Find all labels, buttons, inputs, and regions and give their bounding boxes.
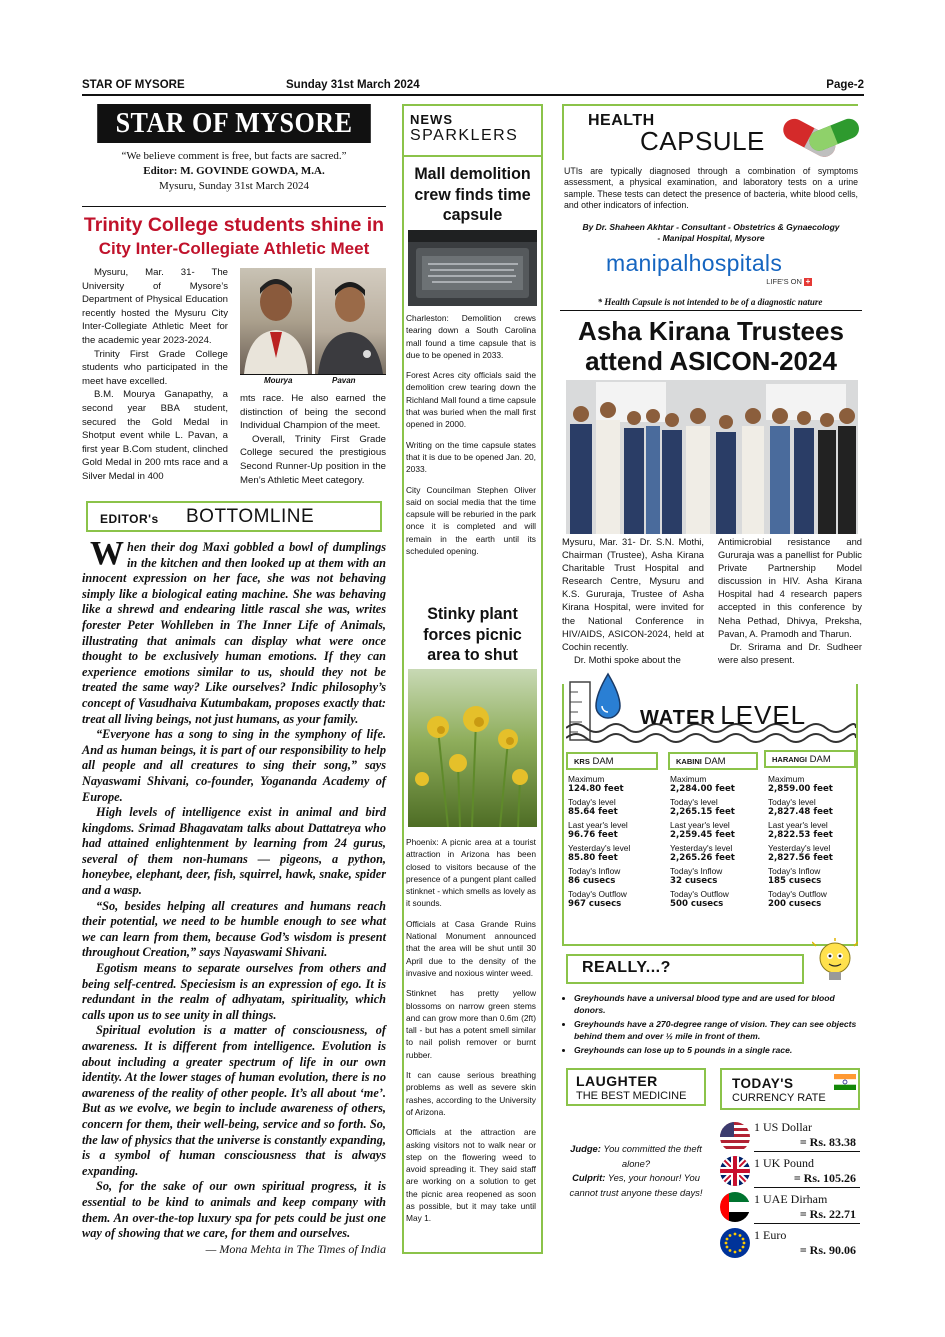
dam-row-value: 2,284.00 feet: [670, 784, 735, 794]
dam-row-value: 185 cusecs: [768, 876, 822, 886]
laughter-title: LAUGHTER THE BEST MEDICINE: [576, 1073, 687, 1102]
news-para: Phoenix: A picnic area at a tourist attraction in Arizona has been closed to visitors because of the presence of a pungent plant called stinknet - which smells as lovely as it sounds.: [406, 837, 536, 909]
asha-para: Dr. Mothi spoke about the: [574, 653, 681, 665]
editorial-para: “Everyone has a song to sing in the symphony of life. And as human beings, it is part of our responsibility to help all people and all creatures to sing their song,” says Nayaswami Shivani, co-founder, Yogananda Academy of Europe.: [82, 727, 386, 804]
really-item: • Greyhounds can lose up to 5 pounds in a single race.: [574, 1044, 862, 1056]
dam-row-value: 2,859.00 feet: [768, 784, 833, 794]
trinity-headline: Trinity College students shine in City Inter-Collegiate Athletic Meet: [83, 214, 385, 258]
currency-row-gbp: [718, 1154, 862, 1188]
news-label: NEWS SPARKLERS: [410, 112, 519, 144]
news-headline-2: Stinky plant forces picnic area to shut: [423, 604, 522, 664]
caption-mourya: Mourya: [264, 376, 293, 385]
currency-unit: 1 UK Pound: [754, 1156, 815, 1170]
dam-row-label: Today's Inflow: [670, 866, 723, 876]
uk-flag-icon: [720, 1156, 750, 1186]
dam-row-label: Today's Inflow: [768, 866, 821, 876]
dam-row-label: Today's level: [670, 797, 718, 807]
dam-row-value: 2,265.26 feet: [670, 853, 735, 863]
page-header: [82, 79, 864, 95]
dam-row-value: 2,822.53 feet: [768, 830, 833, 840]
really-title: REALLY...?: [582, 959, 671, 976]
currency-row-eur: [718, 1226, 862, 1260]
editorial-para: Egotism means to separate ourselves from others and being self-centred. Speciesism is an expression of ego. It is redundant in the realm of adhyatam, spirituality, which calls upon us to see unity in all things.: [82, 961, 386, 1022]
editorial-para: Spiritual evolution is a matter of consciousness, of awareness. It is different from intelligence. Evolution is about including a greater spectrum of life in our own identity. At the lower stages of human evolution, there is no awareness of the reality of other people. It’s all about ‘me’. But as we evolve, we begin to include awareness of others, concern for them, their well-being, service and so forth. So, the law of physics that the universe is constantly expanding, is a symbol of human consciousness that is always expanding.: [82, 1023, 386, 1178]
usa-flag-icon: [720, 1122, 750, 1152]
editorial-para: So, for the sake of our own spiritual progress, it is essential to be kind to animals and keep company with them. An over-the-top luxury spa for pets could be just one way of showing that we care, for them and ourselves.: [82, 1179, 386, 1241]
dam-row-value: 2,265.15 feet: [670, 807, 735, 817]
dam-row-value: 124.80 feet: [568, 784, 624, 794]
news-headline-1: Mall demolition crew finds time capsule: [414, 164, 531, 224]
news-para: Stinknet has pretty yellow blossoms on narrow green stems and can grow more than 0.6m (2ft) tall - but has a potent smell similar to nail polish remover or burnt rubber.: [406, 988, 536, 1060]
dam-row-label: Today's Inflow: [568, 866, 621, 876]
dam-row-label: Yesterday's level: [768, 843, 831, 853]
dam-column-kabini: [670, 774, 762, 912]
dam-row-label: Last year's level: [568, 820, 628, 830]
asha-headline: Asha Kirana Trustees attend ASICON-2024: [578, 316, 844, 376]
bulb-icon: [812, 938, 858, 988]
dam-row-label: Maximum: [670, 774, 707, 784]
really-item: • Greyhounds have a universal blood type and are used for blood donors.: [574, 992, 862, 1016]
currency-unit: 1 Euro: [754, 1228, 787, 1242]
editorial-title-a: EDITOR's: [100, 512, 159, 526]
trinity-para: B.M. Mourya Ganapathy, a second year BBA student, secured the Gold Medal in Shotput event while L. Pavan, a first year B.Com student, clinched Gold Medal in 200 mts race and a Silver Medal in 400: [82, 389, 228, 482]
dam-row-value: 2,827.56 feet: [768, 853, 833, 863]
masthead-logo: STAR OF MYSORE: [97, 104, 371, 143]
editorial-para: “So, besides helping all creatures and humans reach their potential, we need to be humble enough to see what we can learn from them, because God’s wisdom is present throughout Creation,” says Nayaswami Shivani.: [82, 898, 386, 960]
currency-row-usd: [718, 1118, 862, 1152]
judge-line: You committed the theft alone?: [603, 1143, 702, 1169]
dam-row-value: 86 cusecs: [568, 876, 616, 886]
health-note: * Health Capsule is not intended to be of a diagnostic nature: [597, 297, 823, 307]
photo-mourya: [240, 268, 312, 374]
judge-label: Judge:: [570, 1143, 601, 1154]
water-title: WATER LEVEL: [640, 700, 807, 730]
manipal-logo: manipalhospitals LIFE'S ON +: [606, 250, 811, 286]
asha-col2: [718, 535, 862, 666]
health-text: UTIs are typically diagnosed through a combination of symptoms assessment, a physical examination, and laboratory tests on a urine sample. These tests can detect the presence of bacteria, white blood cells, and other indicators of infection.: [564, 166, 858, 211]
uae-flag-icon: [720, 1192, 750, 1222]
dam-tag-krs: KRS DAM: [566, 752, 658, 770]
dam-row-label: Yesterday's level: [568, 843, 631, 853]
editorial-dropcap: W: [90, 535, 124, 572]
dam-row-value: 85.64 feet: [568, 807, 618, 817]
editorial-body: [82, 535, 386, 1257]
dam-row-value: 2,827.48 feet: [768, 807, 833, 817]
trinity-para: mts race. He also earned the distinction of being the second Individual Champion of the meet.: [240, 393, 386, 432]
culprit-line: Yes, your honour! You cannot trust anyone these days!: [569, 1172, 703, 1198]
currency-rule: [754, 1151, 860, 1152]
dam-tag-harangi: HARANGI DAM: [764, 750, 856, 768]
news-para: Charleston: Demolition crews tearing down a South Carolina mall found a time capsule that is due to be opened in 2033.: [406, 313, 536, 360]
laughter-joke: [566, 1142, 706, 1200]
currency-rule: [754, 1187, 860, 1188]
dam-row-label: Today's level: [568, 797, 616, 807]
masthead-editor: Editor: M. GOVINDE GOWDA, M.A.: [143, 165, 325, 177]
dam-row-value: 200 cusecs: [768, 899, 822, 909]
editorial-title-box: [86, 501, 382, 532]
photo-time-capsule: [408, 230, 537, 306]
dam-row-label: Last year's level: [670, 820, 730, 830]
news-story-1: [406, 312, 536, 557]
photo-pavan: [315, 268, 386, 374]
dam-row-label: Today's Outflow: [768, 889, 827, 899]
news-para: Officials at Casa Grande Ruins National Monument announced that the area will be shut until 30 April due to the density of the invasive and noxious winter weed.: [406, 918, 536, 978]
news-rule: [404, 155, 541, 157]
header-paper: STAR OF MYSORE: [82, 79, 185, 91]
dam-tag-kabini: KABINI DAM: [668, 752, 758, 770]
masthead-date: Mysuru, Sunday 31st March 2024: [158, 180, 310, 192]
dam-row-label: Yesterday's level: [670, 843, 733, 853]
health-byline: By Dr. Shaheen Akhtar - Consultant - Obstetrics & Gynaecology - Manipal Hospital, Mysore: [582, 222, 840, 244]
news-story-2: [406, 836, 536, 1225]
capsule-icon: [778, 110, 862, 160]
dam-row-label: Maximum: [568, 774, 605, 784]
dam-column-harangi: [768, 774, 860, 912]
dam-column-krs: [568, 774, 660, 912]
currency-unit: 1 US Dollar: [754, 1120, 812, 1134]
trinity-para: Trinity First Grade College students who participated in the meet have excelled.: [82, 348, 228, 387]
trinity-para: Overall, Trinity First Grade College secured the prestigious Second Runner-Up position in the Men’s Athletic Meet category.: [240, 433, 386, 486]
photo-stinknet: [408, 669, 537, 827]
dam-row-value: 967 cusecs: [568, 899, 622, 909]
currency-rate: = Rs. 90.06: [799, 1243, 856, 1257]
trinity-para: Mysuru, Mar. 31- The University of Mysore’s Department of Physical Education recently hosted the Mysuru City Inter-Collegiate Athletic Meet for the academic year 2023-2024.: [82, 267, 228, 346]
currency-row-aed: [718, 1190, 862, 1224]
editorial-para: hen their dog Maxi gobbled a bowl of dumplings in the kitchen and then looked up at them with an innocent expression on her face, she was not behaving simply like a biological eating machine. She was behaving like a shrewd and endearing little rascal she was, writes forester Peter Wohlleben in The Inner Life of Animals, illustrating that animals can display what were once thought to be exclusively human emotions. If they can experience emotions similar to us, should they not be treated the same way? Like ourselves? Indic philosophy’s concept of Vasudhaiva Kutumbakam, proposes exactly that: treat all living beings, not just humans, as your family.: [82, 540, 386, 726]
asha-para: Mysuru, Mar. 31- Dr. S.N. Mothi, Chairman (Trustee), Asha Kirana Charitable Trust Hospital and Research Centre, Mysuru and K.S. Gururaja, Trustee of Asha Kirana Hospital, were invited for the National Conference in HIV/AIDS, ASICON-2024, held at Cochin recently.: [562, 536, 704, 652]
header-date: Sunday 31st March 2024: [286, 79, 420, 91]
photo-captions: [240, 376, 386, 388]
editorial-title-b: BOTTOMLINE: [186, 506, 315, 527]
asha-para: Dr. Srirama and Dr. Sudheer were also present.: [718, 640, 862, 665]
dam-row-label: Today's Outflow: [568, 889, 627, 899]
masthead-rule: [82, 206, 386, 207]
dam-row-label: Last year's level: [768, 820, 828, 830]
currency-rate: = Rs. 22.71: [799, 1207, 856, 1221]
dam-row-label: Today's level: [768, 797, 816, 807]
header-page: Page-2: [826, 79, 864, 91]
really-item: • Greyhounds have a 270-degree range of vision. They can see objects behind them and over ½ mile in front of them.: [574, 1018, 862, 1042]
editorial-para: High levels of intelligence exist in animal and bird kingdoms. Srimad Bhagavatam talks about Dattatreya who had attained enlightenment by learning from 24 gurus, several of them non-humans — pigeons, a python, honeybee, elephant, deer, fish, squirrel, hawk, snake, spider and a wasp.: [82, 805, 386, 898]
dam-row-value: 500 cusecs: [670, 899, 724, 909]
header-rule: [82, 94, 864, 96]
dam-row-value: 2,259.45 feet: [670, 830, 735, 840]
health-rule: [560, 310, 862, 311]
masthead: [82, 104, 386, 194]
asha-col1: [562, 535, 704, 666]
plus-icon: +: [805, 277, 811, 286]
asha-para: Antimicrobial resistance and Gururaja was a panellist for Public Private Partnership Model discussion in HIV. Asha Kirana Hospital had 4 research papers accepted in this conference by Neha Pethad, Dhivya, Preksha, Pavan, A. Pramodh and Tharun.: [718, 536, 862, 639]
trinity-col1: [82, 266, 228, 484]
health-label-b: CAPSULE: [640, 126, 765, 156]
culprit-label: Culprit:: [572, 1172, 606, 1183]
india-flag-icon: [834, 1074, 856, 1090]
dam-row-value: 96.76 feet: [568, 830, 618, 840]
dam-row-label: Today's Outflow: [670, 889, 729, 899]
dam-row-value: 85.80 feet: [568, 853, 618, 863]
caption-pavan: Pavan: [332, 376, 356, 385]
dam-row-label: Maximum: [768, 774, 805, 784]
currency-unit: 1 UAE Dirham: [754, 1192, 828, 1206]
really-list: [560, 992, 862, 1058]
currency-rule: [754, 1223, 860, 1224]
masthead-motto: “We believe comment is free, but facts are sacred.”: [121, 150, 347, 162]
trinity-col2: [240, 392, 386, 487]
news-para: It can cause serious breathing problems as well as severe skin rashes, according to the University of Arizona.: [406, 1070, 536, 1117]
caption-rule: [240, 374, 386, 375]
news-para: Forest Acres city officials said the demolition crew tearing down the Richland Mall found a time capsule that was buried when the mall first opened in 2000.: [406, 370, 536, 430]
currency-rate: = Rs. 83.38: [799, 1135, 856, 1149]
news-para: City Councilman Stephen Oliver said on social media that the time capsule will be reburied in the park once it is completed and will remain in the earth until its scheduled opening.: [406, 484, 536, 557]
currency-rate: = Rs. 105.26: [793, 1171, 856, 1185]
dam-row-value: 32 cusecs: [670, 876, 718, 886]
news-para: Writing on the time capsule states that it is due to be opened Jan. 20, 2033.: [406, 439, 536, 475]
eu-flag-icon: [720, 1228, 750, 1258]
currency-title: TODAY'S CURRENCY RATE: [732, 1076, 826, 1104]
health-label-a: HEALTH: [588, 112, 655, 129]
editorial-byline: — Mona Mehta in The Times of India: [205, 1241, 386, 1256]
photo-asicon: [566, 380, 858, 534]
news-para: Officials at the attraction are asking visitors not to walk near or step on the flowering weed to avoid spreading it. They said staff are working on a solution to get the picnic area reopened as soon as possible, but it may take until May 1.: [406, 1127, 536, 1224]
